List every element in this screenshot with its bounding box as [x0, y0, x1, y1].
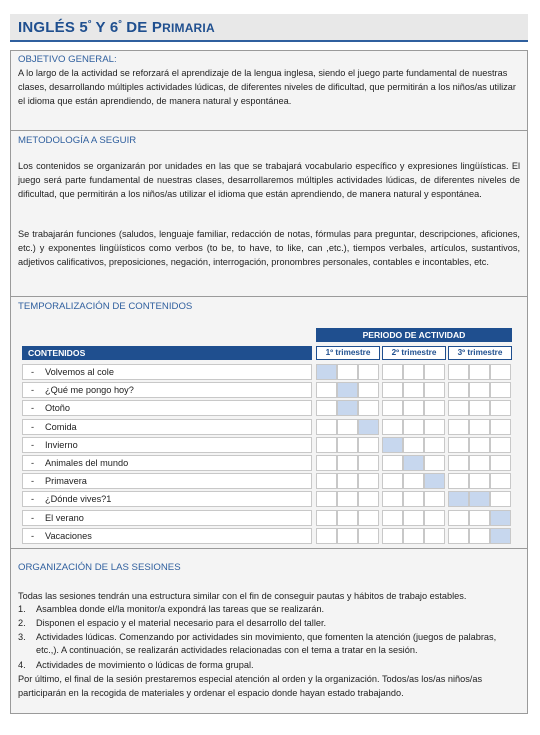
title-part: º: [118, 18, 122, 28]
title-bar: [10, 14, 528, 42]
period-cell: [337, 364, 358, 380]
contents-header: CONTENIDOS: [22, 346, 312, 360]
period-cell: [316, 491, 337, 507]
list-number: 1.: [18, 604, 26, 614]
table-row: [22, 419, 512, 435]
list-text: Actividades de movimiento o lúdicas de forma grupal.: [36, 660, 254, 670]
metodologia-p1: Los contenidos se organizarán por unidades en las que se trabajará vocabulario específico y expresiones lingüísticas. El juego será parte fundamental de nuestras clases, desarrollaremos múltiples actividades lúdicas, de diferentes niveles de dificultad, que permitirán a los niños/as utilizar el idioma que están aprendiendo, de manera natural y espontánea.: [18, 161, 520, 199]
bullet-dash: -: [31, 367, 35, 377]
table-row: [22, 382, 512, 398]
bullet-dash: -: [31, 530, 35, 541]
period-cell: [382, 491, 403, 507]
period-cell-active: [337, 382, 358, 398]
period-cell: [448, 473, 469, 489]
content-cell: [22, 491, 312, 507]
period-cell: [316, 437, 337, 453]
period-cell: [448, 364, 469, 380]
bullet-dash: -: [31, 439, 35, 450]
period-cell-active: [337, 400, 358, 416]
bullet-dash: -: [31, 458, 35, 468]
content-label: El verano: [45, 512, 84, 523]
period-cell-active: [358, 419, 379, 435]
period-cell: [403, 419, 424, 435]
period-cell: [448, 400, 469, 416]
trimester-header: 3º trimestre: [448, 346, 512, 360]
bullet-dash: -: [31, 494, 35, 505]
period-cell: [490, 437, 511, 453]
period-cell: [358, 510, 379, 526]
period-cell: [469, 400, 490, 416]
content-cell: [22, 400, 312, 416]
period-cell: [424, 400, 445, 416]
title-part: DE P: [121, 19, 163, 36]
period-cell: [424, 382, 445, 398]
content-cell: [22, 473, 312, 489]
period-cell: [448, 510, 469, 526]
bullet-dash: -: [31, 476, 35, 487]
title-part: Y 6: [91, 19, 119, 36]
period-cell: [316, 455, 337, 471]
period-cell: [424, 364, 445, 380]
period-cell: [316, 510, 337, 526]
period-cell: [358, 455, 379, 471]
page-title: [18, 18, 215, 36]
period-cell: [448, 455, 469, 471]
period-cell: [424, 419, 445, 435]
content-label: Volvemos al cole: [45, 367, 114, 377]
content-label: ¿Qué me pongo hoy?: [45, 385, 134, 396]
period-cell: [490, 455, 511, 471]
period-cell: [403, 382, 424, 398]
period-cell: [358, 382, 379, 398]
content-label: Primavera: [45, 476, 87, 487]
bullet-dash: -: [31, 403, 35, 414]
period-cell: [490, 364, 511, 380]
period-cell: [403, 510, 424, 526]
schedule-table: [18, 326, 518, 544]
bullet-dash: -: [31, 512, 35, 523]
title-part: INGLÉS 5: [18, 19, 88, 36]
period-cell: [490, 382, 511, 398]
content-label: ¿Dónde vives?1: [45, 494, 112, 505]
content-cell: [22, 364, 312, 380]
table-row: [22, 510, 512, 526]
organizacion-panel: [10, 548, 528, 714]
content-cell: [22, 455, 312, 471]
objetivo-title: OBJETIVO GENERAL:: [18, 54, 117, 65]
period-cell: [316, 419, 337, 435]
period-cell: [382, 528, 403, 544]
period-cell: [358, 528, 379, 544]
list-number: 3.: [18, 632, 26, 642]
list-number: 4.: [18, 660, 26, 670]
period-cell: [424, 437, 445, 453]
period-cell: [382, 419, 403, 435]
objetivo-panel: [10, 50, 528, 132]
content-cell: [22, 528, 312, 544]
period-cell: [424, 528, 445, 544]
table-row: [22, 491, 512, 507]
period-cell: [337, 491, 358, 507]
bullet-dash: -: [31, 421, 35, 432]
organizacion-intro: Todas las sesiones tendrán una estructura similar con el fin de conseguir pautas y hábitos de trabajo estables.: [18, 591, 467, 601]
content-label: Comida: [45, 421, 77, 432]
period-cell: [490, 400, 511, 416]
period-cell: [337, 528, 358, 544]
period-cell: [358, 437, 379, 453]
period-cell: [403, 473, 424, 489]
period-cell: [469, 437, 490, 453]
period-cell-active: [490, 528, 511, 544]
period-cell: [490, 419, 511, 435]
period-cell: [316, 400, 337, 416]
period-cell-active: [403, 455, 424, 471]
list-text: Disponen el espacio y el material necesario para el desarrollo del taller.: [36, 618, 327, 628]
content-label: Otoño: [45, 403, 71, 414]
table-row: [22, 437, 512, 453]
table-row: [22, 473, 512, 489]
period-cell: [403, 437, 424, 453]
trimester-header: 1º trimestre: [316, 346, 380, 360]
period-cell: [337, 419, 358, 435]
period-cell: [316, 382, 337, 398]
period-cell: [469, 528, 490, 544]
table-row: [22, 528, 512, 544]
period-cell-active: [490, 510, 511, 526]
period-cell: [403, 491, 424, 507]
period-cell-active: [424, 473, 445, 489]
period-cell-active: [469, 491, 490, 507]
period-cell: [448, 419, 469, 435]
content-cell: [22, 382, 312, 398]
period-cell: [469, 382, 490, 398]
period-cell: [424, 491, 445, 507]
period-cell: [337, 437, 358, 453]
period-cell: [382, 473, 403, 489]
period-cell: [403, 364, 424, 380]
period-cell: [490, 473, 511, 489]
period-cell: [337, 510, 358, 526]
content-label: Animales del mundo: [45, 458, 129, 468]
period-cell: [490, 491, 511, 507]
period-cell: [382, 400, 403, 416]
period-cell: [382, 382, 403, 398]
content-cell: [22, 510, 312, 526]
period-cell: [469, 419, 490, 435]
table-row: [22, 455, 512, 471]
period-cell: [448, 382, 469, 398]
period-cell: [358, 491, 379, 507]
period-cell: [469, 510, 490, 526]
objetivo-text: A lo largo de la actividad se reforzará el aprendizaje de la lengua inglesa, siendo el juego parte fundamental de nuestras clases, desarrollando múltiples actividades lúdicas, de diferentes niveles de dificultad, que permitirán a los niños/as utilizar el idioma que están aprendiendo, de manera natural y espontánea.: [18, 68, 516, 106]
temporalizacion-title: TEMPORALIZACIÓN DE CONTENIDOS: [18, 301, 193, 312]
period-cell-active: [316, 364, 337, 380]
period-cell: [469, 455, 490, 471]
table-row: [22, 364, 512, 380]
period-cell: [316, 528, 337, 544]
metodologia-panel: [10, 130, 528, 298]
table-row: [22, 400, 512, 416]
period-cell: [358, 473, 379, 489]
metodologia-title: METODOLOGÍA A SEGUIR: [18, 135, 137, 146]
period-cell: [403, 528, 424, 544]
period-cell: [382, 510, 403, 526]
list-text: Asamblea donde el/la monitor/a expondrá las tareas que se realizarán.: [36, 604, 325, 614]
list-text: Actividades lúdicas. Comenzando por actividades sin movimiento, que fomenten la atención (juegos de palabras, etc.,). A continuación, se realizarán actividades relacionadas con el tema a tratar en la sesión.: [36, 632, 497, 655]
period-cell: [358, 400, 379, 416]
content-label: Invierno: [45, 439, 78, 450]
period-cell: [424, 510, 445, 526]
period-cell: [337, 473, 358, 489]
bullet-dash: -: [31, 385, 35, 396]
trimester-header: 2º trimestre: [382, 346, 446, 360]
organizacion-title: ORGANIZACIÓN DE LAS SESIONES: [18, 562, 181, 573]
organizacion-closing: Por último, el final de la sesión prestaremos especial atención al orden y la organización. Todos/as los/as niños/as participarán en la recogida de materiales y ordenar el espacio donde hayan estado trabajando.: [18, 674, 483, 698]
content-cell: [22, 437, 312, 453]
period-cell: [448, 528, 469, 544]
content-label: Vacaciones: [45, 530, 92, 541]
period-cell: [403, 400, 424, 416]
period-cell: [424, 455, 445, 471]
metodologia-p2: Se trabajarán funciones (saludos, lenguaje familiar, redacción de notas, fórmulas para preguntar, descripciones, aficiones, etc.) y exponentes lingüísticos como verbos (to be, to have, to like, can ,etc.), tiempos verbales, artículos, sustantivos, adjetivos calificativos, preposiciones, negación, interrogación, pronombres personales, contables e incontables, etc.: [18, 229, 520, 267]
period-cell: [358, 364, 379, 380]
period-cell: [316, 473, 337, 489]
period-cell: [469, 473, 490, 489]
period-cell: [382, 364, 403, 380]
title-part: RIMARIA: [162, 21, 215, 35]
period-cell: [448, 437, 469, 453]
period-cell: [469, 364, 490, 380]
period-cell: [337, 455, 358, 471]
period-header: PERIODO DE ACTIVIDAD: [316, 328, 512, 342]
period-cell-active: [448, 491, 469, 507]
list-number: 2.: [18, 618, 26, 628]
title-part: º: [87, 18, 92, 28]
period-cell: [382, 455, 403, 471]
period-cell-active: [382, 437, 403, 453]
content-cell: [22, 419, 312, 435]
